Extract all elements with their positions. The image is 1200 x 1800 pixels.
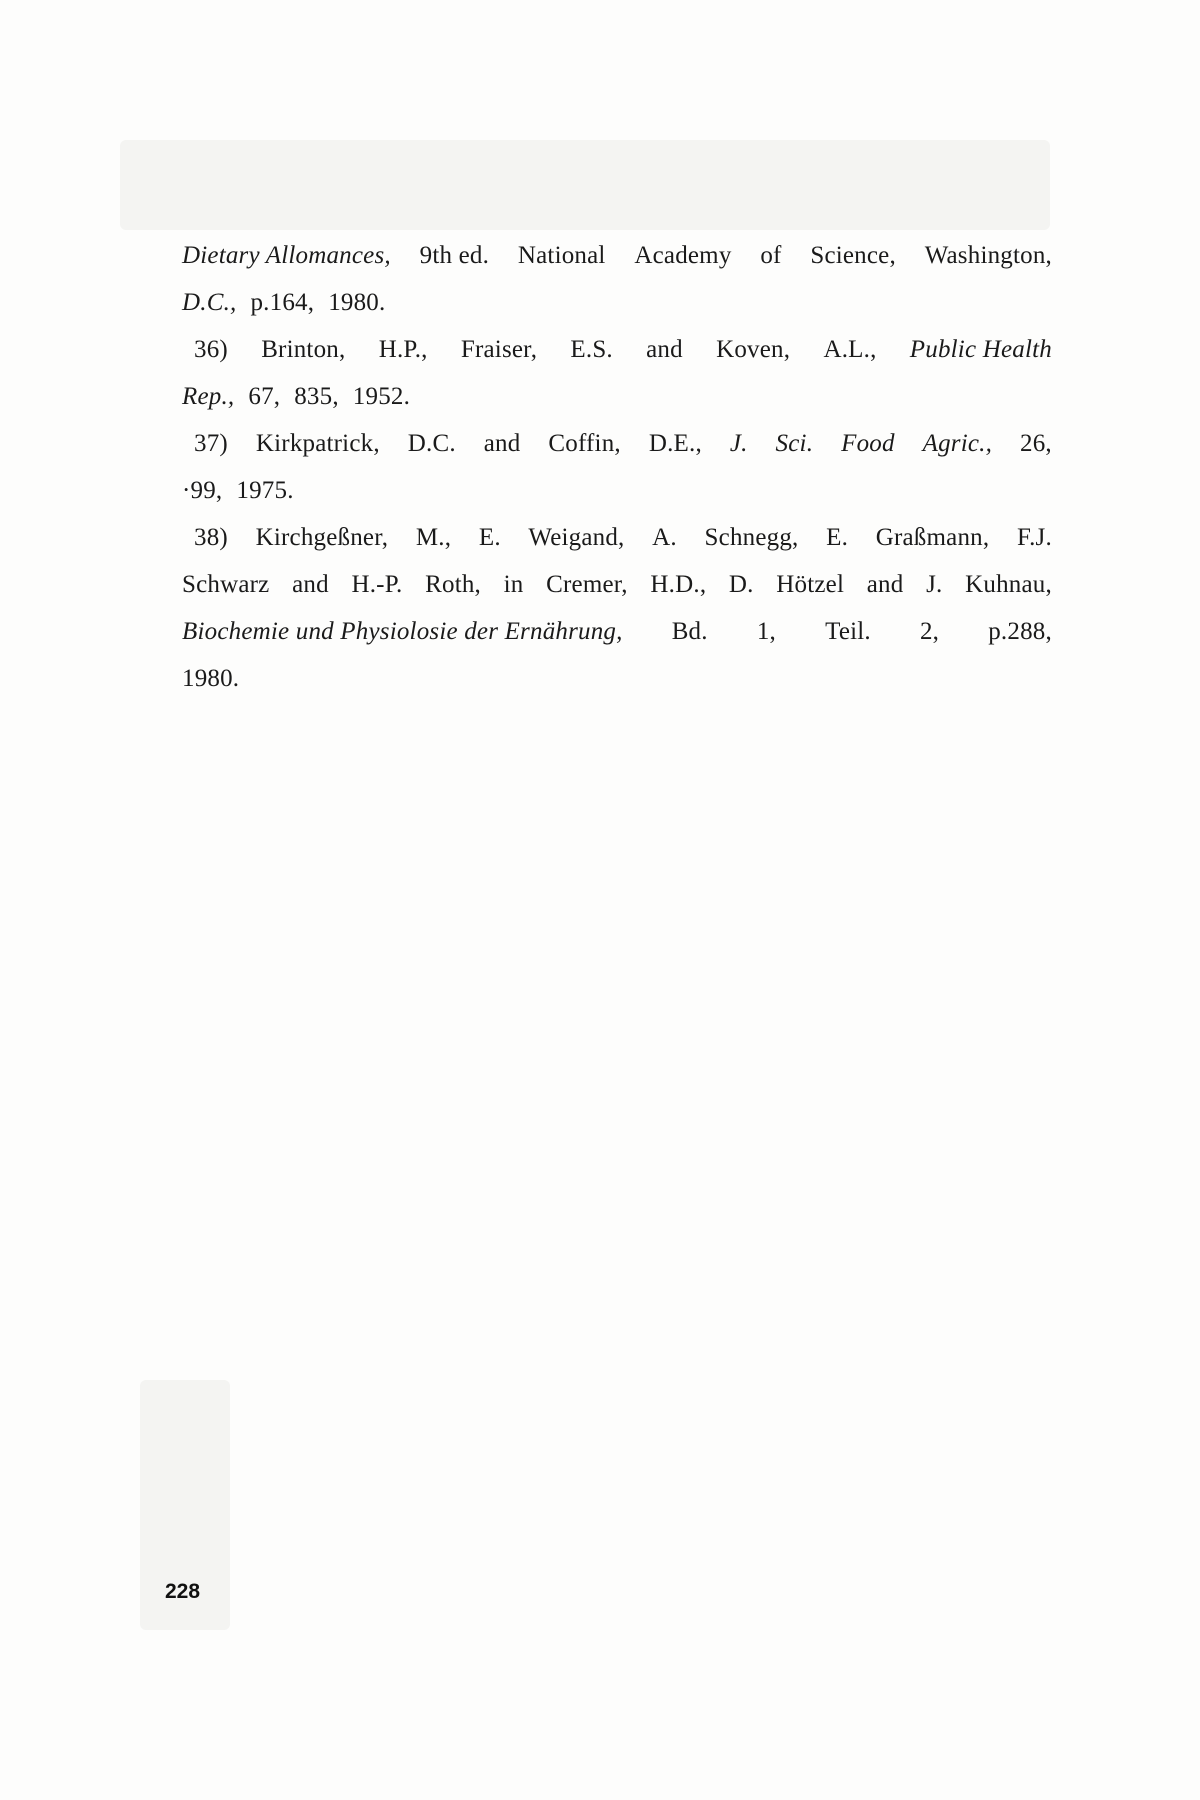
reference-text: 26, <box>1020 430 1052 457</box>
reference-line <box>182 232 1052 279</box>
reference-text: Roth, <box>425 571 481 598</box>
reference-text: and <box>292 571 329 598</box>
reference-text: Schnegg, <box>704 524 799 551</box>
reference-text: 835, <box>294 383 339 410</box>
reference-journal: Sci. <box>775 430 814 457</box>
reference-text: in <box>503 571 524 598</box>
reference-line <box>182 655 1052 702</box>
reference-text: Bd. <box>671 618 708 645</box>
reference-text: Kirchgeßner, <box>255 524 389 551</box>
reference-text: D.C. <box>407 430 456 457</box>
reference-text: National <box>517 242 606 269</box>
reference-text: 9th ed. <box>419 242 490 269</box>
reference-journal: Food <box>841 430 895 457</box>
reference-text: J. <box>926 571 943 598</box>
reference-text: Schwarz <box>182 571 270 598</box>
reference-text: p.288, <box>988 618 1052 645</box>
reference-journal: J. <box>729 430 748 457</box>
reference-text: 1975. <box>236 477 294 504</box>
reference-journal: Rep., <box>182 383 235 410</box>
scan-smudge <box>120 140 1050 230</box>
reference-text: D.E., <box>648 430 702 457</box>
reference-text: Hötzel <box>776 571 845 598</box>
reference-text: 67, <box>248 383 281 410</box>
reference-text: Fraiser, <box>460 336 538 363</box>
reference-line <box>182 420 1052 467</box>
reference-line <box>182 326 1052 373</box>
reference-line <box>182 467 1052 514</box>
reference-text: Academy <box>634 242 732 269</box>
reference-text: Washington, <box>924 242 1052 269</box>
reference-text: F.J. <box>1016 524 1052 551</box>
reference-text: E. <box>826 524 849 551</box>
reference-title: Biochemie und Physiolosie der Ernährung, <box>182 618 623 645</box>
reference-text: E. <box>478 524 501 551</box>
reference-text: Koven, <box>716 336 791 363</box>
reference-line <box>182 561 1052 608</box>
reference-list <box>182 232 1052 702</box>
reference-line <box>182 279 1052 326</box>
reference-text: E.S. <box>570 336 613 363</box>
reference-text: Weigand, <box>528 524 625 551</box>
reference-text: and <box>646 336 683 363</box>
reference-text: 1980. <box>328 289 386 316</box>
reference-text: H.D., <box>650 571 707 598</box>
reference-text: Brinton, <box>261 336 346 363</box>
reference-text: Kirkpatrick, <box>255 430 380 457</box>
reference-number: 36) <box>194 336 228 363</box>
reference-text: H.P., <box>378 336 428 363</box>
reference-number: 38) <box>194 524 228 551</box>
reference-text: of <box>760 242 782 269</box>
reference-text: A.L., <box>823 336 877 363</box>
reference-journal: Agric., <box>922 430 993 457</box>
reference-text: Science, <box>810 242 896 269</box>
reference-text: and <box>866 571 904 598</box>
reference-text: 1, <box>756 618 776 645</box>
reference-text: and <box>483 430 521 457</box>
reference-text: D.C., <box>182 289 237 316</box>
reference-text: 1980. <box>182 665 240 692</box>
reference-text: M., <box>415 524 452 551</box>
reference-line <box>182 608 1052 655</box>
reference-text: Cremer, <box>546 571 628 598</box>
reference-text: 1952. <box>352 383 411 410</box>
reference-text: Graßmann, <box>875 524 990 551</box>
reference-title: Dietary Allomances, <box>182 242 391 269</box>
reference-text: Kuhnau, <box>965 571 1052 598</box>
reference-text: Coffin, <box>548 430 621 457</box>
reference-number: 37) <box>194 430 228 457</box>
reference-text: p.164, <box>250 289 315 316</box>
reference-text: A. <box>652 524 677 551</box>
reference-journal: Public Health <box>909 336 1052 363</box>
reference-text: 2, <box>919 618 940 645</box>
reference-line <box>182 514 1052 561</box>
reference-line <box>182 373 1052 420</box>
reference-text: Teil. <box>825 618 871 645</box>
reference-text: ·99, <box>182 477 223 504</box>
reference-text: H.-P. <box>351 571 403 598</box>
page-number: 228 <box>165 1580 201 1603</box>
reference-text: D. <box>728 571 754 598</box>
